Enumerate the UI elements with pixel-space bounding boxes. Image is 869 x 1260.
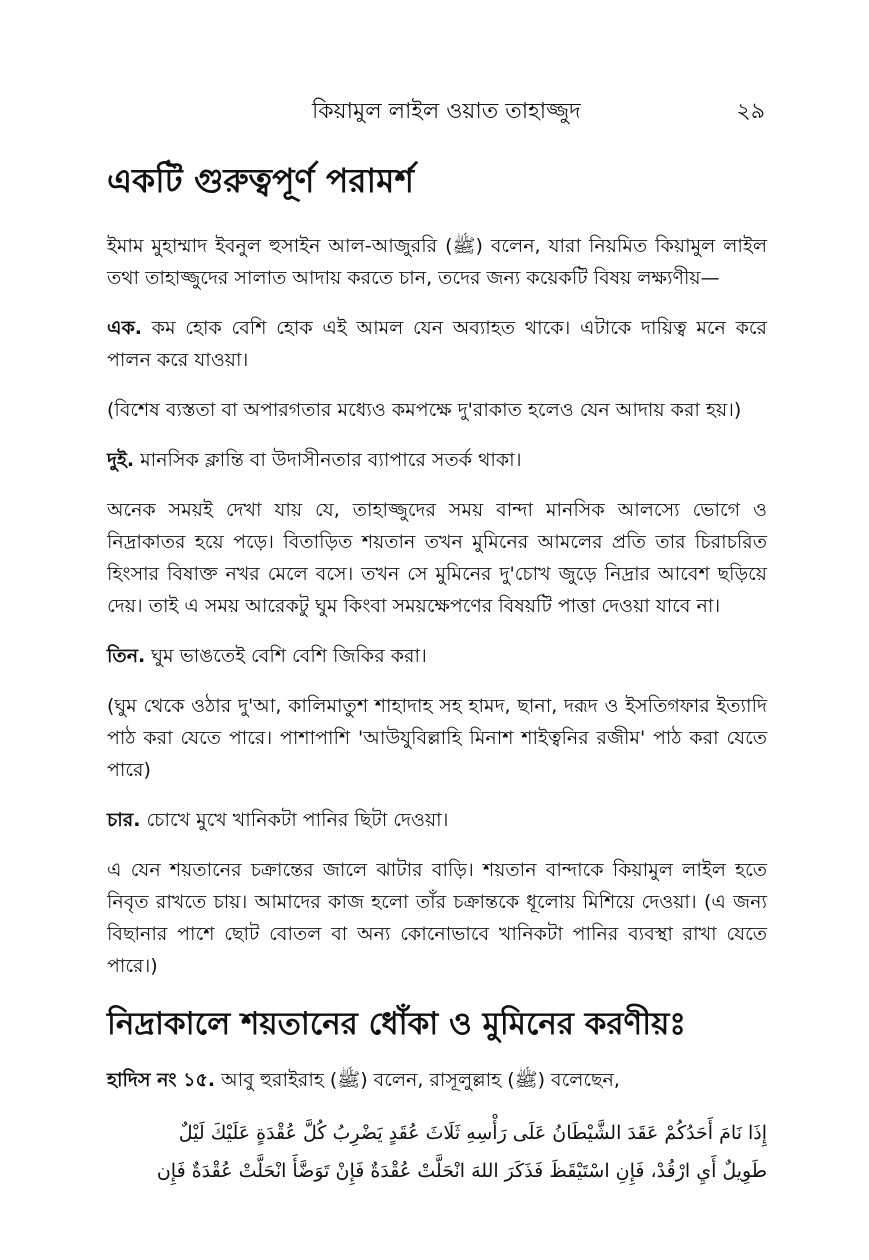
section-heading-sleep: নিদ্রাকালে শয়তানের ধোঁকা ও মুমিনের করণীয়ঃ [107,1006,686,1042]
item-three-label: তিন. [107,645,146,667]
hadith-intro [107,1064,767,1096]
arabic-hadith-text [77,1114,767,1190]
item-three-note: (ঘুম থেকে ওঠার দু'আ, কালিমাতুশ শাহাদাহ সহ হামদ, ছানা, দরূদ ও ইসতিগফার ইত্যাদি পাঠ করা যেতে পারে। পাশাপাশি 'আউযুবিল্লাহি মিনাশ শাইত্বনির রজীম' পাঠ করা যেতে পারে) [107,695,767,781]
item-three [107,640,767,672]
item-one [107,312,767,376]
item-two-label: দুই. [107,449,135,471]
item-four-text: চোখে মুখে খানিকটা পানির ছিটা দেওয়া। [140,809,449,831]
hadith-intro-text: আবু হুরাইরাহ (ﷺ) বলেন, রাসূলুল্লাহ (ﷺ) বলেছেন, [215,1069,620,1091]
item-three-text: ঘুম ভাঙতেই বেশি বেশি জিকির করা। [145,645,427,667]
page-body [107,158,767,1190]
item-two-text: মানসিক ক্লান্তি বা উদাসীনতার ব্যাপারে সতর্ক থাকা। [134,449,522,471]
arabic-line-1: إِذَا نَامَ أَحَدُكُمْ عَقَدَ الشَّيْطَانُ عَلَى رَأْسِهِ ثَلَاثَ عُقَدٍ يَضْرِبُ كُلَّ عُقْدَةٍ عَلَيْكَ لَيْلٌ [178,1122,767,1144]
hadith-label: হাদিস নং ১৫. [107,1069,216,1091]
item-one-note: (বিশেষ ব্যস্ততা বা অপারগতার মধ্যেও কমপক্ষে দু'রাকাত হলেও যেন আদায় করা হয়।) [107,399,742,421]
item-four-note: এ যেন শয়তানের চক্রান্তের জালে ঝাটার বাড়ি। শয়তান বান্দাকে কিয়ামুল লাইল হতে নিবৃত রাখতে চায়। আমাদের কাজ হলো তাঁর চক্রান্তকে ধূলোয় মিশিয়ে দেওয়া। (এ জন্য বিছানার পাশে ছোট বোতল বা অন্য কোনোভাবে খানিকটা পানির ব্যবস্থা রাখা যেতে পারে।) [107,859,767,977]
item-four [107,804,767,836]
header-title: কিয়ামুল লাইল ওয়াত তাহাজ্জুদ [312,99,581,124]
item-four-label: চার. [107,809,141,831]
section-heading-advice: একটি গুরুত্বপূর্ণ পরামর্শ [107,161,414,200]
page-number: ২৯ [736,99,765,124]
arabic-line-2: طَوِيلٌ أَيِ ارْقُدْ، فَإِنِ اسْتَيْقَظَ فَذَكَرَ اللهَ انْحَلَّتْ عُقْدَةٌ فَإِنْ تَوَضَّأَ انْحَلَّتْ عُقْدَةٌ فَإِن [156,1160,767,1182]
running-header [0,96,869,132]
item-two [107,444,767,476]
intro-paragraph: ইমাম মুহাম্মাদ ইবনুল হুসাইন আল-আজুররি (ﷺ) বলেন, যারা নিয়মিত কিয়ামুল লাইল তথা তাহাজ্জুদের সালাত আদায় করতে চান, তদের জন্য কয়েকটি বিষয় লক্ষ্যণীয়— [107,235,767,289]
item-one-label: এক. [107,317,142,339]
item-two-note: অনেক সময়ই দেখা যায় যে, তাহাজ্জুদের সময় বান্দা মানসিক আলস্যে ভোগে ও নিদ্রাকাতর হয়ে পড়ে। বিতাড়িত শয়তান তখন মুমিনের আমলের প্রতি তার চিরাচরিত হিংসার বিষাক্ত নখর মেলে বসে। তখন সে মুমিনের দু'চোখ জুড়ে নিদ্রার আবেশ ছড়িয়ে দেয়। তাই এ সময় আরেকটু ঘুম কিংবা সময়ক্ষেপণের বিষয়টি পাত্তা দেওয়া যাবে না। [107,499,767,617]
item-one-text: কম হোক বেশি হোক এই আমল যেন অব্যাহত থাকে। এটাকে দায়িত্ব মনে করে পালন করে যাওয়া। [107,317,767,371]
